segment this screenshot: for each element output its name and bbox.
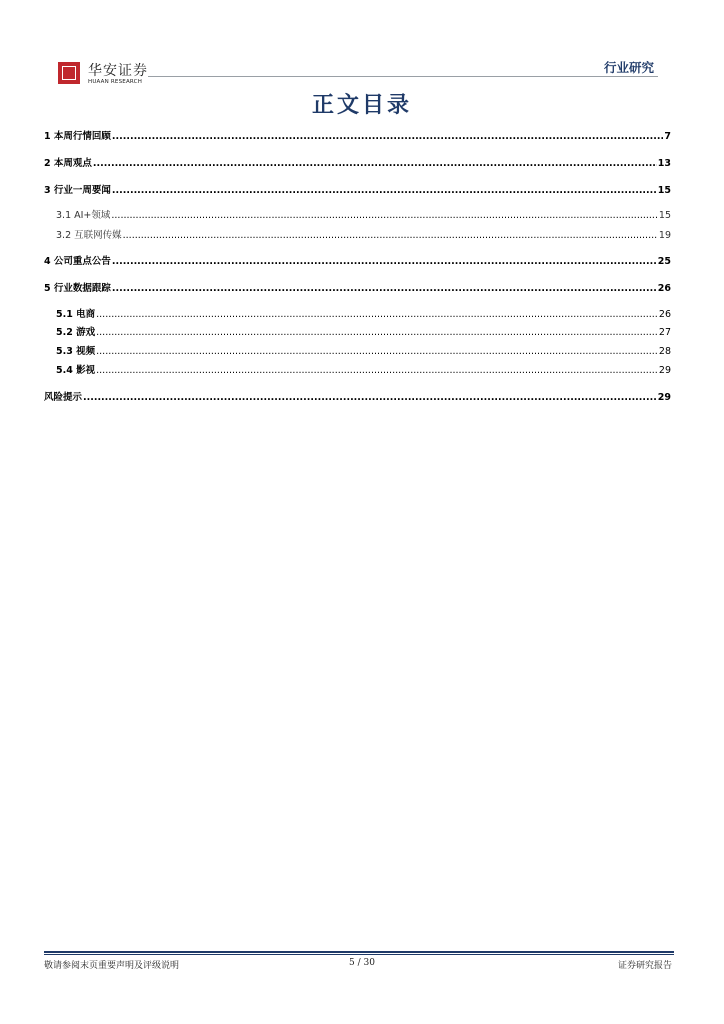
brand-name-cn: 华安证券 — [88, 63, 148, 79]
toc-entry-page: 15 — [657, 185, 671, 196]
section-tag: 行业研究 — [603, 60, 654, 75]
toc-leader — [96, 346, 658, 358]
toc-entry-risk[interactable] — [44, 392, 671, 404]
toc-entry-label: 5 行业数据跟踪 — [44, 283, 111, 294]
toc-entry-page: 28 — [658, 346, 671, 357]
footer-disclaimer: 敬请参阅末页重要声明及评级说明 — [44, 961, 180, 971]
toc-leader — [96, 327, 658, 339]
footer-divider-thin — [44, 954, 674, 955]
toc-leader — [123, 230, 658, 242]
toc-entry-3-2[interactable] — [56, 230, 671, 242]
toc-entry-page: 13 — [657, 158, 671, 169]
toc-entry-3-1[interactable] — [56, 210, 671, 222]
toc-entry-label: 5.1 电商 — [56, 309, 96, 320]
toc-entry-label: 1 本周行情回顾 — [44, 131, 111, 142]
toc-entry-4[interactable] — [44, 256, 671, 268]
toc-entry-5-2[interactable] — [56, 327, 671, 339]
toc-leader — [96, 309, 658, 321]
toc-leader — [111, 210, 658, 222]
toc-entry-page: 25 — [657, 256, 671, 267]
toc-entry-label: 5.2 游戏 — [56, 327, 96, 338]
toc-entry-page: 29 — [657, 392, 671, 403]
footer-doc-type: 证券研究报告 — [617, 961, 672, 971]
header-divider — [148, 76, 658, 77]
toc-entry-label: 3.1 AI+领域 — [56, 210, 111, 221]
toc-entry-page: 26 — [657, 283, 671, 294]
toc-entry-label: 风险提示 — [44, 392, 83, 403]
toc-leader — [96, 365, 658, 377]
toc-entry-page: 26 — [658, 309, 671, 320]
toc-entry-page: 15 — [658, 210, 671, 221]
toc-entry-page: 7 — [664, 131, 671, 142]
toc-entry-5[interactable] — [44, 283, 671, 295]
toc-entry-page: 29 — [658, 365, 671, 376]
toc-leader — [93, 158, 657, 170]
toc-entry-label: 5.3 视频 — [56, 346, 96, 357]
toc-entry-1[interactable] — [44, 131, 671, 143]
toc-entry-label: 2 本周观点 — [44, 158, 92, 169]
toc-entry-5-4[interactable] — [56, 365, 671, 377]
toc-leader — [112, 185, 657, 197]
brand-name-en: HUAAN RESEARCH — [88, 79, 143, 85]
toc-entry-3[interactable] — [44, 185, 671, 197]
toc-entry-label: 3.2 互联网传媒 — [56, 230, 122, 241]
toc-entry-page: 19 — [658, 230, 671, 241]
toc-leader — [112, 283, 657, 295]
footer-divider — [44, 951, 674, 953]
toc-leader — [112, 256, 657, 268]
page-indicator: 5 / 30 — [349, 958, 375, 968]
toc-entry-label: 5.4 影视 — [56, 365, 96, 376]
toc-entry-2[interactable] — [44, 158, 671, 170]
toc-entry-5-1[interactable] — [56, 309, 671, 321]
toc-leader — [83, 392, 657, 404]
toc-title: 正文目录 — [311, 92, 412, 118]
toc-entry-label: 3 行业一周要闻 — [44, 185, 111, 196]
toc-entry-5-3[interactable] — [56, 346, 671, 358]
toc-entry-label: 4 公司重点公告 — [44, 256, 111, 267]
company-logo-icon — [58, 62, 80, 84]
toc-leader — [112, 131, 663, 143]
toc-entry-page: 27 — [658, 327, 671, 338]
